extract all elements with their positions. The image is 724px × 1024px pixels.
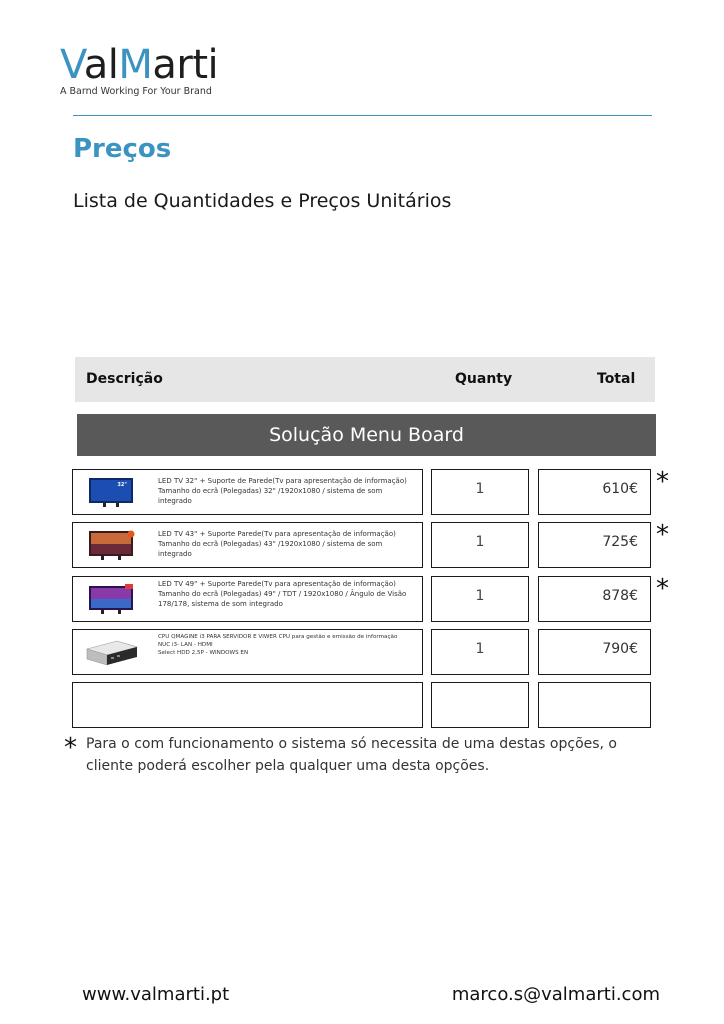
description-line-3: 178/178, sistema de som integrado [158, 600, 283, 608]
row-total-cell: 610€ [538, 469, 651, 515]
logo-letters-arti: arti [152, 42, 219, 88]
row-description-cell [72, 576, 423, 622]
table-row-empty [0, 682, 724, 728]
description-line-1: LED TV 43" + Suporte Parede(Tv para apresentação de informação) [158, 530, 396, 538]
row-description-cell [72, 469, 423, 515]
mini-pc-icon [83, 635, 139, 669]
page-title: Preços [73, 134, 172, 164]
row-quantity-cell: 1 [431, 469, 529, 515]
description-line-1: CPU QMAGINE i3 PARA SERVIDOR E VIWER CPU para gestão e emissão de informação [158, 634, 398, 640]
brand-logo [60, 44, 260, 100]
option-marker: * [656, 467, 669, 497]
header-description: Descrição [86, 371, 163, 387]
row-total-cell: 790€ [538, 629, 651, 675]
header-divider [73, 115, 652, 116]
footer-email: marco.s@valmarti.com [451, 984, 660, 1005]
row-description-text [158, 633, 418, 657]
footer-website: www.valmarti.pt [82, 984, 230, 1005]
logo-wordmark [60, 44, 260, 86]
row-description-cell [72, 629, 423, 675]
table-row [0, 629, 724, 675]
logo-letter-v: V [60, 42, 84, 88]
table-row [0, 576, 724, 622]
tv-32-icon [83, 475, 139, 509]
tv-size-badge: 32" [117, 482, 127, 488]
description-line-1: LED TV 49" + Suporte Parede(Tv para apresentação de informação) [158, 580, 396, 588]
description-line-2: Tamanho do ecrã (Polegadas) 32" /1920x1080 / sistema de som integrado [158, 487, 383, 505]
row-quantity-cell: 1 [431, 576, 529, 622]
row-description-text [158, 529, 418, 559]
row-description-text [158, 476, 418, 506]
option-marker: * [656, 574, 669, 604]
description-line-1: LED TV 32" + Suporte de Parede(Tv para apresentação de informação) [158, 477, 407, 485]
description-line-3: Select HDD 2,5P - WINDOWS EN [158, 650, 249, 656]
header-total: Total [597, 371, 636, 387]
description-line-2: Tamanho do ecrã (Polegadas) 43" /1920x1080 / sistema de som integrado [158, 540, 383, 558]
page-subtitle: Lista de Quantidades e Preços Unitários [73, 190, 452, 212]
table-header [75, 357, 655, 402]
row-description-cell [72, 522, 423, 568]
tv-43-icon [83, 528, 139, 562]
footnote-text: Para o com funcionamento o sistema só necessita de uma destas opções, o cliente poderá escolher pela qualquer uma desta opções. [86, 736, 618, 774]
section-title-bar: Solução Menu Board [77, 414, 656, 456]
row-total-cell: 725€ [538, 522, 651, 568]
table-row [0, 469, 724, 515]
logo-letters-al: al [83, 42, 119, 88]
row-total-cell: 878€ [538, 576, 651, 622]
row-description-text [158, 579, 418, 609]
description-line-2: Tamanho do ecrã (Polegadas) 49" / TDT / 1920x1080 / Ângulo de Visão [158, 590, 407, 598]
row-quantity-cell: 1 [431, 522, 529, 568]
row-quantity-cell [431, 682, 529, 728]
description-line-2: NUC i3- LAN - HDMI [158, 642, 213, 648]
option-marker: * [656, 520, 669, 550]
row-total-cell [538, 682, 651, 728]
row-description-cell [72, 682, 423, 728]
table-row [0, 522, 724, 568]
logo-letter-m: M [118, 42, 153, 88]
header-quantity: Quanty [455, 371, 513, 387]
tv-49-icon [83, 582, 139, 616]
row-quantity-cell: 1 [431, 629, 529, 675]
logo-tagline: A Barnd Working For Your Brand [60, 86, 212, 97]
footnote-marker: * [64, 733, 77, 763]
